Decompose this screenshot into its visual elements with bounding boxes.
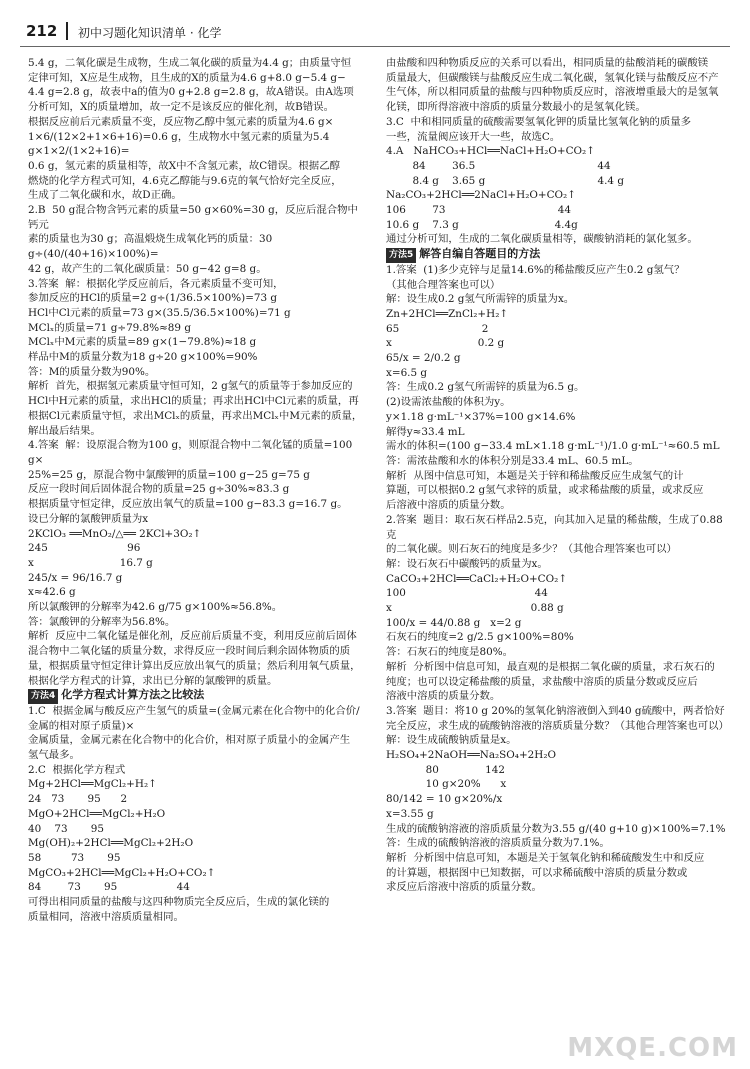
right-text-line: 溶液中溶质的质量分数。: [386, 690, 501, 703]
right-text-line: Zn+2HCl══ZnCl₂+H₂↑: [386, 307, 509, 320]
left-column: [28, 56, 368, 924]
right-text-line: 1.答案 (1)多少克锌与足量14.6%的稀盐酸反应产生0.2 g氢气？: [386, 263, 685, 276]
right-text-line: 106 73 44: [386, 204, 571, 217]
right-text-line: 解：设石灰石中碳酸钙的质量为x。: [386, 557, 548, 570]
right-text-line: 65 2: [386, 322, 489, 335]
right-text-line: 3.C 中和相同质量的硫酸需要氢氧化钾的质量比氢氧化钠的质量多: [386, 115, 692, 128]
left-text-line: 方法4 化学方程式计算方法之比较法: [28, 688, 368, 704]
method-badge: 方法5: [386, 248, 416, 263]
left-text-line: 答：氯酸钾的分解率为56.8%。: [28, 615, 176, 628]
right-text-line: 80/142 = 10 g×20%/x: [386, 793, 503, 806]
left-text-line: 84 73 95 44: [28, 881, 190, 894]
right-text-line: 通过分析可知，生成的二氧化碳质量相等，碳酸钠消耗的氯化氢多。: [386, 233, 698, 246]
left-text-line: 4.4 g=2.8 g，故表中a的值为0 g+2.8 g=2.8 g，故A错误。由A选项: [28, 86, 354, 99]
left-text-line: 245 96: [28, 542, 141, 555]
right-text-line: 完全反应，求生成的硫酸钠溶液的溶质质量分数？（其他合理答案也可以）: [386, 719, 729, 732]
right-text-line: 解析 分析图中信息可知，最直观的是根据二氧化碳的质量，求石灰石的: [386, 660, 715, 673]
left-text-line: 3.答案 解：根据化学反应前后，各元素质量不变可知，: [28, 277, 284, 290]
left-text-line: 25%=25 g，原混合物中氯酸钾的质量=100 g−25 g=75 g: [28, 468, 310, 481]
left-text-line: 2.C 根据化学方程式: [28, 763, 126, 776]
left-text-line: HCl中H元素的质量，求出HCl的质量；再求出HCl中Cl元素的质量，再: [28, 395, 359, 408]
right-text-line: H₂SO₄+2NaOH══Na₂SO₄+2H₂O: [386, 749, 557, 762]
header-divider: [66, 22, 68, 40]
left-text-line: 根据质量守恒定律，反应放出氧气的质量=100 g−83.3 g=16.7 g。: [28, 498, 348, 511]
right-text-line: 3.答案 题目：将10 g 20%的氢氧化钠溶液倒入到40 g硫酸中，两者恰好: [386, 704, 725, 717]
left-text-line: MClₓ中M元素的质量=89 g×(1−79.8%)≈18 g: [28, 336, 257, 349]
left-text-line: 氢气最多。: [28, 749, 80, 762]
left-text-line: Mg(OH)₂+2HCl══MgCl₂+2H₂O: [28, 837, 194, 850]
left-text-line: x 16.7 g: [28, 556, 153, 569]
left-text-line: 参加反应的HCl的质量=2 g÷(1/36.5×100%)=73 g: [28, 292, 278, 305]
right-text-line: 10 g×20% x: [386, 778, 507, 791]
right-text-line: 解析 分析图中信息可知，本题是关于氢氧化钠和稀硫酸发生中和反应: [386, 851, 705, 864]
right-text-line: 解：设生成0.2 g氢气所需锌的质量为x。: [386, 293, 575, 306]
right-text-line: 化镁，即所得溶液中溶质的质量分数最小的是氢氧化镁。: [386, 101, 646, 114]
right-text-line: 的计算题，根据图中已知数据，可以求稀硫酸中溶质的质量分数或: [386, 866, 688, 879]
right-text-line: 4.A NaHCO₃+HCl══NaCl+H₂O+CO₂↑: [386, 145, 595, 158]
right-text-line: （其他合理答案也可以）: [386, 278, 501, 291]
right-text-line: 解：设生成硫酸钠质量是x。: [386, 734, 517, 747]
right-text-line: 的二氧化碳。则石灰石的纯度是多少？（其他合理答案也可以）: [386, 543, 677, 556]
right-text-line: (2)设需浓盐酸的体积为y。: [386, 396, 511, 409]
left-text-line: 金属质量，金属元素在化合物中的化合价，相对原子质量小的金属产生: [28, 734, 351, 747]
left-text-line: 1×6/(12×2+1×6+16)=0.6 g，生成物水中氢元素的质量为5.4 g×1×2/(1×2+16)=: [28, 130, 333, 158]
left-text-line: HCl中Cl元素的质量=73 g×(35.5/36.5×100%)=71 g: [28, 306, 291, 319]
right-text-line: 80 142: [386, 763, 505, 776]
right-text-line: 100 44: [386, 587, 548, 600]
left-text-line: 解出最后结果。: [28, 424, 101, 437]
left-text-line: 58 73 95: [28, 851, 121, 864]
right-text-line: 答：需浓盐酸和水的体积分别是33.4 mL、60.5 mL。: [386, 454, 639, 467]
left-text-line: 5.4 g，二氧化碳是生成物，生成二氧化碳的质量为4.4 g；由质量守恒: [28, 57, 352, 69]
left-text-line: 解析 反应中二氧化锰是催化剂，反应前后质量不变，利用反应前后固体: [28, 630, 357, 643]
right-text-line: 2.答案 题目：取石灰石样品2.5克，向其加入足量的稀盐酸，生成了0.88克: [386, 513, 723, 541]
left-text-line: 素的质量也为30 g；高温煅烧生成氧化钙的质量：30 g÷(40/(40+16)×100%)=: [28, 233, 276, 261]
left-text-line: 所以氯酸钾的分解率为42.6 g/75 g×100%≈56.8%。: [28, 601, 283, 614]
right-text-line: x=6.5 g: [386, 366, 428, 379]
right-text-line: x=3.55 g: [386, 807, 434, 820]
left-text-line: 答：M的质量分数为90%。: [28, 365, 156, 378]
right-text-line: x 0.88 g: [386, 602, 564, 615]
left-text-line: 2KClO₃ ══MnO₂/△══ 2KCl+3O₂↑: [28, 527, 202, 540]
page-number: 212: [26, 22, 58, 40]
right-column: [386, 56, 729, 895]
page-header: [0, 0, 750, 48]
book-title: 初中习题化知识清单 · 化学: [78, 26, 222, 40]
right-text-line: x 0.2 g: [386, 337, 505, 350]
right-text-line: 方法5 解答自编自答题目的方法: [386, 247, 726, 263]
right-text-line: 石灰石的纯度=2 g/2.5 g×100%=80%: [386, 631, 574, 644]
right-text-line: 生成的硫酸钠溶液的溶质质量分数为3.55 g/(40 g+10 g)×100%=7.1%: [386, 822, 726, 835]
left-text-line: MgCO₃+2HCl══MgCl₂+H₂O+CO₂↑: [28, 866, 216, 879]
left-text-line: 分析可知，X的质量增加，故一定不是该反应的催化剂，故B错误。: [28, 101, 334, 114]
left-text-line: MgO+2HCl══MgCl₂+H₂O: [28, 807, 166, 820]
left-text-line: MClₓ的质量=71 g÷79.8%≈89 g: [28, 321, 191, 334]
left-text-line: 反应一段时间后固体混合物的质量=25 g÷30%≈83.3 g: [28, 483, 290, 496]
header-rule: [20, 46, 730, 47]
left-text-line: 1.C 根据金属与酸反应产生氢气的质量=(金属元素在化合物中的化合价/金属的相对原子质量)×: [28, 704, 360, 732]
right-text-line: 后溶液中溶质的质量分数。: [386, 499, 511, 512]
right-text-line: y×1.18 g·mL⁻¹×37%=100 g×14.6%: [386, 410, 576, 423]
right-text-line: 答：生成0.2 g氢气所需锌的质量为6.5 g。: [386, 381, 585, 394]
right-text-line: 10.6 g 7.3 g 4.4g: [386, 218, 578, 231]
left-text-line: 根据Cl元素质量守恒，求出MClₓ的质量，再求出MClₓ中M元素的质量，: [28, 409, 363, 422]
left-text-line: 24 73 95 2: [28, 793, 128, 806]
right-text-line: 8.4 g 3.65 g 4.4 g: [386, 174, 624, 187]
method-badge: 方法4: [28, 689, 58, 704]
right-text-line: 由盐酸和四种物质反应的关系可以看出，相同质量的盐酸消耗的碳酸镁: [386, 57, 709, 69]
left-text-line: 42 g，故产生的二氧化碳质量：50 g−42 g=8 g。: [28, 262, 267, 275]
right-text-line: 答：石灰石的纯度是80%。: [386, 646, 513, 659]
right-text-line: 84 36.5 44: [386, 159, 611, 172]
left-text-line: 根据反应前后元素质量不变，反应物乙醇中氢元素的质量为4.6 g×: [28, 115, 334, 128]
right-text-line: 生气体，所以相同质量的盐酸与四种物质反应时，溶液增重最大的是氢氧: [386, 86, 719, 99]
left-text-line: 燃烧的化学方程式可知，4.6克乙醇能与9.6克的氧气恰好完全反应，: [28, 174, 342, 187]
left-text-line: 定律可知，X应是生成物，且生成的X的质量为4.6 g+8.0 g−5.4 g−: [28, 71, 346, 84]
left-text-line: 2.B 50 g混合物含钙元素的质量=50 g×60%=30 g，反应后混合物中钙元: [28, 204, 358, 231]
left-text-line: 混合物中二氧化锰的质量分数，求得反应一段时间后剩余固体物质的质: [28, 645, 351, 658]
right-text-line: 算题，可以根据0.2 g氢气求锌的质量，或求稀盐酸的质量，或求反应: [386, 484, 704, 497]
left-text-line: 245/x = 96/16.7 g: [28, 571, 123, 584]
left-text-line: 4.答案 解：设原混合物为100 g，则原混合物中二氧化锰的质量=100 g×: [28, 439, 356, 466]
right-text-line: 质量最大，但碳酸镁与盐酸反应生成二氧化碳，氢氧化镁与盐酸反应不产: [386, 71, 719, 84]
right-text-line: 100/x = 44/0.88 g x=2 g: [386, 616, 522, 629]
left-text-line: 可得出相同质量的盐酸与这四种物质完全反应后，生成的氯化镁的: [28, 896, 330, 909]
right-text-line: CaCO₃+2HCl══CaCl₂+H₂O+CO₂↑: [386, 572, 568, 585]
right-text-line: 65/x = 2/0.2 g: [386, 352, 461, 365]
watermark-logo: MXQE.COM: [567, 1033, 738, 1063]
left-text-line: x≈42.6 g: [28, 586, 76, 599]
right-text-line: 答：生成的硫酸钠溶液的溶质质量分数为7.1%。: [386, 837, 610, 850]
left-text-line: 根据化学方程式的计算，求出已分解的氯酸钾的质量。: [28, 674, 278, 687]
right-text-line: Na₂CO₃+2HCl══2NaCl+H₂O+CO₂↑: [386, 189, 576, 202]
left-text-line: 解析 首先，根据氢元素质量守恒可知，2 g氢气的质量等于参加反应的: [28, 380, 353, 393]
left-text-line: 生成了二氧化碳和水，故D正确。: [28, 189, 182, 202]
left-text-line: 量，根据质量守恒定律计算出反应放出氧气的质量；然后利用氧气质量，: [28, 659, 361, 672]
right-text-line: 一些，流量阀应该开大一些，故选C。: [386, 130, 561, 143]
right-text-line: 解得y≈33.4 mL: [386, 425, 465, 438]
left-text-line: 质量相同，溶液中溶质质量相同。: [28, 910, 184, 923]
right-text-line: 纯度；也可以设定稀盐酸的质量，求盐酸中溶质的质量分数或反应后: [386, 675, 698, 688]
right-text-line: 解析 从图中信息可知，本题是关于锌和稀盐酸反应生成氢气的计: [386, 469, 684, 482]
left-text-line: 40 73 95: [28, 822, 104, 835]
left-text-line: 0.6 g，氢元素的质量相等，故X中不含氢元素，故C错误。根据乙醇: [28, 159, 340, 172]
left-text-line: 样品中M的质量分数为18 g÷20 g×100%=90%: [28, 351, 258, 364]
left-text-line: 设已分解的氯酸钾质量为x: [28, 512, 149, 525]
right-text-line: 需水的体积=(100 g−33.4 mL×1.18 g·mL⁻¹)/1.0 g·mL⁻¹≈60.5 mL: [386, 440, 720, 453]
right-text-line: 求反应后溶液中溶质的质量分数。: [386, 881, 542, 894]
left-text-line: Mg+2HCl══MgCl₂+H₂↑: [28, 778, 157, 791]
